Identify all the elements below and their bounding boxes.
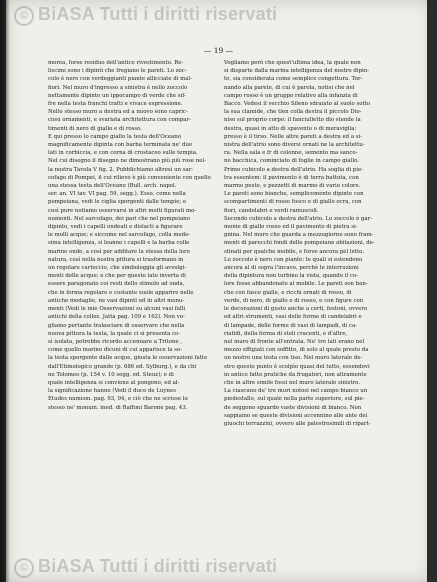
text-line: mezzo effigiati con soffitto, di solo al quale presto da [224,347,369,354]
text-line: pompeiana, vedi le ciglia sporgenti dalle tempie; e [48,199,187,206]
right-text-column [224,59,391,428]
text-line: la sua clamide, che tien colla destra il piccolo Dio- [224,109,362,116]
text-line: nistra dell'atrio sono diversi ornati ne la architettu- [224,142,365,149]
text-line: dipinto, vedi i capelli ondeati e dislacti a figurare [48,224,183,231]
text-line: quale intelligenza si conviene al pongono, ed al- [48,379,180,386]
text-line: timenti di nero di giallo e di rosso. [48,125,143,132]
text-line: stro questo punto è scolpìo quasi del tutto, essendovi [224,363,370,370]
text-line: La ciascuno de' tre muri notosi nel campo bianco un [224,388,368,395]
text-line: tra essentem: il pavimento è di terra battuta, con [224,174,359,181]
text-line: to, sia considerata come semplice congettura. Tor- [224,76,363,83]
text-line: marmo pesto, e pezzetti di marmo di vario colore. [224,183,361,190]
text-line: nel muro di fronte all'entrata. Ne' tre lati erano nel [224,338,365,345]
watermark-top [14,4,277,26]
text-line: morea, forse residuo dell'antico rivestimento. Re- [48,60,184,66]
text-line: nuova pittura la testa, la quale ci si presenta co- [48,330,181,337]
text-line: la significazione hanno (Vedi il duce de Luynes [48,388,176,395]
text-line: come quello marino dìcuni di cui apparisce la so- [48,347,183,354]
text-line: menti (Vedi le mie Osservazioni su alcuni vasi falli [48,306,186,313]
text-line: così pure notiamo osservarsi in altri molti figurati mo- [48,207,197,214]
text-line: le molli acque; e siccome nel sarcofago, colla mede- [48,232,191,239]
text-line: un regolare cartoccio, che simboleggia gli avvolgi- [48,265,187,272]
text-line: ser. an. VI tav. VI pag. 59, segg.). Esso, come nella [48,191,186,198]
watermark-top-text: BiASA Tutti i diritti riservati [38,4,278,24]
text-line: sappiamo se queste divisioni accennino alle ante dei [224,412,368,419]
text-line: de seggono sguardo vaste divisioni di bianco. Non [224,404,362,411]
text-line: Le pareti sono bianche, semplicemente dipinte con [224,191,364,198]
text-line: che in forma regolare e costante suole apparire nelle [48,289,194,296]
text-line: marine onde, a così per additare la stessa della loro [48,248,190,255]
text-line: riatidi, della forma di steli cracenti, e d'altre, [224,330,348,337]
text-line: nando alla parete, di cui è parola, notisi che nel [224,84,355,91]
text-line: di lampade, delle forme di vasi di lampadi, di ca- [224,322,357,329]
text-line: ancora al di sopra l'incavo, perchè le interruzioni [224,265,359,272]
text-line: magnificamente dipinta con barba terminata ne' due [48,142,193,149]
text-line: Secondo cubicolo a destra dell'atrio. Lo zoccolo è gar- [224,215,373,222]
text-line: menti delle acque; e che per questo lato inverta di [48,273,186,280]
text-line: Nello stesso muro a destra ed a nuovo sono capric- [48,109,188,116]
text-line: dall'Etimologico grande (p. 686 ed. Sylburg.), e da chi [48,363,197,370]
text-line: monie di giallo rosso ed il pavimento di pietra si- [224,224,358,231]
page-number: — 19 — [203,46,234,55]
text-line: essere paragonato coi resti dello stimolo ad onda, [48,281,185,288]
text-line: menti di parecchi fondi delle pompeiane abitazioni, de- [224,240,375,247]
text-line: Bacco. Vedesi il vecchio Sileno sdraiato al suolo sotto [224,101,371,108]
text-line: giuochi terrazzini, ovvero alle palestrosimili di ripart- [224,420,371,427]
copyright-logo-icon: © [14,6,34,26]
text-line: numenti. Nel sarcofago, dei pari che nel pompeiano [48,215,190,222]
text-line: E qui presso lo campo giallo la testa dell'Oceano [48,133,181,140]
text-line: ne Tolomeo (p. 154 v. 10 segg. ed. Steuz); e di [48,371,174,378]
text-line: sì isolata, potrebbe ricordo accennare a Tritone , [48,338,183,345]
text-line: natura, così nella nostra pittura si trasformano in [48,256,184,263]
text-line: le decorazioni di gusto anche a certi, festoni, ovvero [224,306,368,313]
text-line: la nostra Tavola V fig. 2. Pubblichiamo altresì un sar- [48,166,194,173]
text-line: nettamente dipinto un ippocampo di verde che sif- [48,92,186,99]
text-line: Vogliamo però che quest'ultima idea, la quale non [224,60,361,66]
text-line: no bacchica, cominciato di foglie in campo giallo. [224,158,359,165]
text-line: cofago di Pompei, il cui rilievo è più conveniente con quello [48,174,211,181]
text-line: Études numism. pag. 93, 94, e ciò che ne scrisse lo [48,396,188,403]
text-line: antiche medaglie, ne vasi dipinti ed in altri monu- [48,297,185,304]
text-line: Nel cui disegno il disegno ne dimostrano più più rose nel- [48,158,206,165]
text-line: colo è nero con verdeggianti piante allicciate di mal- [48,76,192,83]
text-line: stesso ne' monum. ined. di Raffoni Barone pag. 43. [48,404,188,411]
text-line: in antico fatto pratiche da frugatori, non altramente [224,371,367,378]
text-line: la testa sporgente dalle acque, giusta le osservazioni fatte [48,355,208,362]
text-line: destra, quasi in atto di spavento o di meraviglia: [224,125,357,132]
text-line: della dipintura non turbino la vista, quando il co- [224,273,358,280]
text-line: piedestallo, sul quale nella parte superiore, sul pie- [224,396,365,403]
text-line: scompartimenti di rosso fosco e di giallo ocra, con [224,199,362,206]
text-line: una stessa testa dell'Oceano (Bull. arch. napol. [48,183,177,190]
watermark-bottom [14,556,277,578]
text-line: si disparte dalla marina intelligenza del nostro dipin- [224,68,370,75]
text-line: fre nella testa franchi tratti e vivace espressione. [48,101,183,108]
text-line: antichi della collez. Jatta pag. 109 e 162). Non vo- [48,314,185,321]
text-line: che in altre simile fossi nel muro laterale sinistro. [224,379,361,386]
copyright-logo-icon: © [14,558,34,578]
text-line: fiori, candelabri e verdi ramuscoli. [224,207,319,214]
text-line: ra. Nella sala e fr di colonne, semento ma sanco- [224,150,358,157]
text-line: lore fosse abbandonato al mobile. Le pareti son ban- [224,281,368,288]
text-line: campo rosso è un gruppo relativo alla infanzia di [224,92,358,99]
text-line: stinati per qualche mobile, e forse ancora pel letto. [224,248,365,255]
text-line: verde, di nero, di giallo e di rosso, e con figure con [224,297,364,304]
page-edge [427,0,437,582]
text-line: lati in corbiccia, e con corna di crostaceo sulle tempia. [48,150,198,157]
text-line: liscimi sono i dipinti che fregiano le pareti. Lo zoc- [48,68,187,75]
text-line: che con fasce gialle, e ricchi ornati di rosso, di [224,289,352,296]
text-line: ed altri strumenti, vasi delle forme di candelabri e [224,314,362,321]
text-line: Lo zoccolo è nero con piante: le quali si estendono [224,256,363,263]
text-line: gnina. Nel muro che guarda a mezzogiorno sono fram- [224,232,374,239]
left-text-column [48,59,215,412]
text-line: ciosi ornamenti, e svariata architettura con compar- [48,117,191,124]
text-line: un nostro una testa con tiso. Nel muro laterale de- [224,355,363,362]
binding-shadow [0,0,10,582]
text-line: Primo cubicolo a destra dell'atrio. Ha soglia di pie- [224,166,363,173]
text-line: sima intelligenza, si leanno i capelli e la barba colle [48,240,190,247]
text-line: niso sul proprio corpo: il fanciulletto dio stende la [224,117,361,124]
watermark-bottom-text: BiASA Tutti i diritti riservati [38,556,278,576]
text-line: gliamo pertanto tralasciare di osservare che nella [48,322,185,329]
text-line: fiori. Nel muro d'ingresso a sinistra è nello zoccolo [48,84,188,91]
text-line: presso è il tirso. Nelle altre pareti a destra ed a si- [224,133,363,140]
